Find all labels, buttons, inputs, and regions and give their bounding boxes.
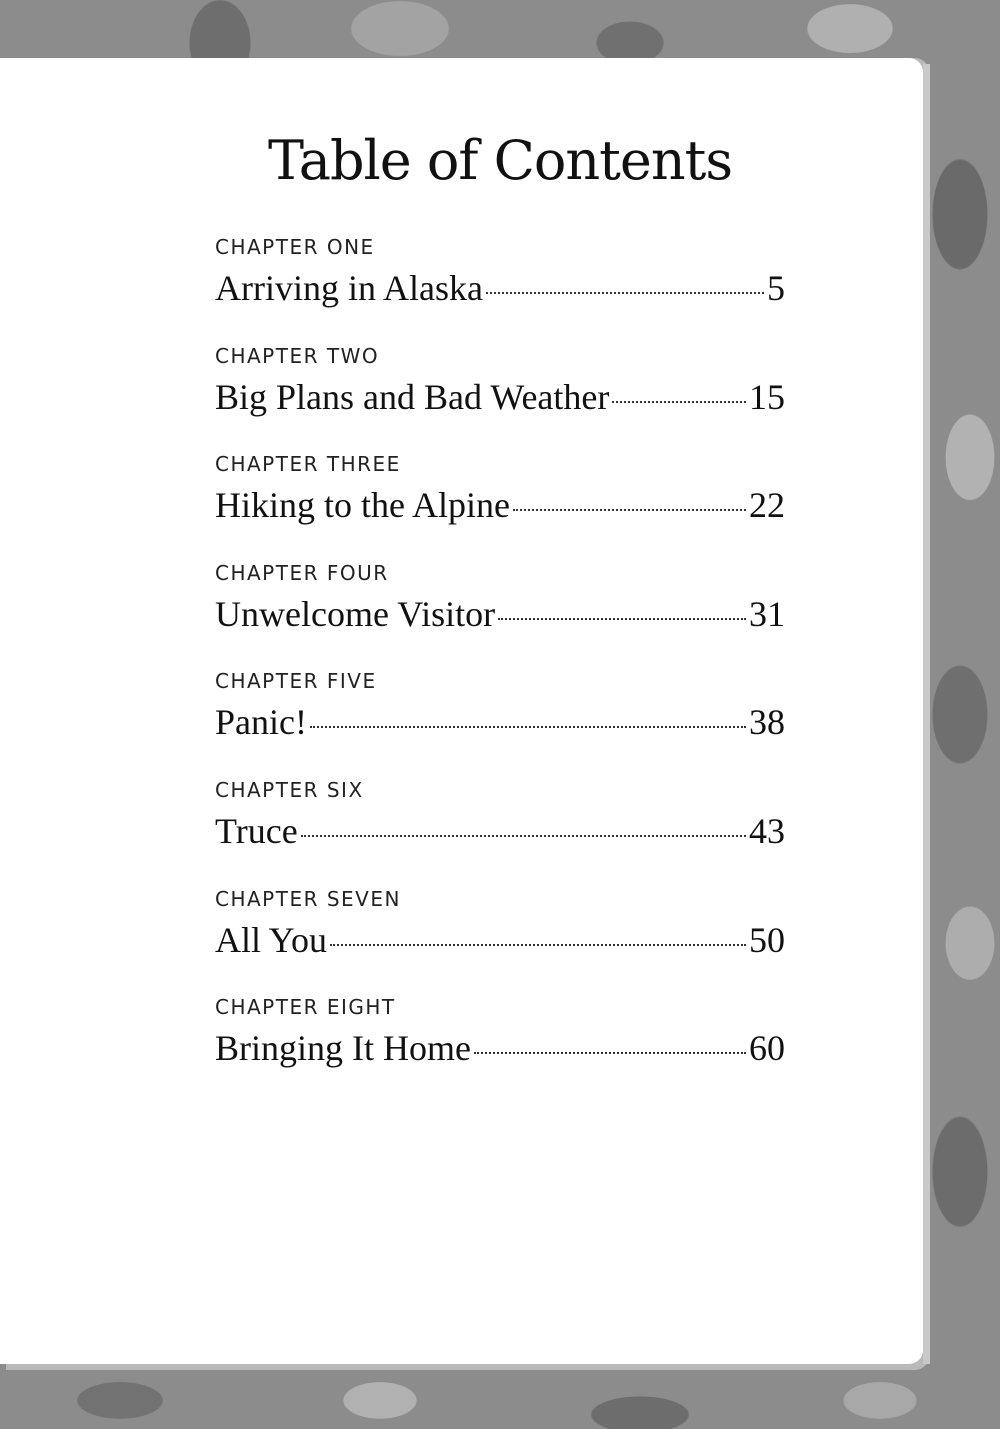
page-number: 50 (749, 919, 785, 960)
chapter-title: Unwelcome Visitor (215, 593, 496, 634)
toc-entry (215, 451, 785, 560)
chapter-number: CHAPTER FOUR (215, 560, 389, 585)
chapter-number: CHAPTER EIGHT (215, 995, 396, 1020)
chapter-title: Hiking to the Alpine (215, 485, 510, 526)
toc-line (215, 918, 785, 962)
dot-leader (301, 835, 746, 837)
dot-leader (612, 401, 746, 403)
chapter-number: CHAPTER FIVE (215, 669, 377, 694)
toc-line (215, 266, 785, 310)
toc-entry (215, 234, 785, 343)
chapter-title: Big Plans and Bad Weather (215, 376, 610, 417)
toc-entry (215, 668, 785, 777)
toc-line (215, 700, 785, 744)
dot-leader (513, 509, 746, 511)
page-number: 15 (749, 376, 785, 417)
chapter-title: Arriving in Alaska (215, 268, 483, 308)
dot-leader (486, 292, 764, 294)
chapter-number: CHAPTER THREE (215, 452, 401, 477)
dot-leader (310, 726, 746, 728)
toc-line (215, 809, 785, 853)
chapter-title: All You (215, 919, 328, 960)
page-title: Table of Contents (267, 129, 733, 192)
toc-entry (215, 560, 785, 669)
toc-entry (215, 994, 785, 1103)
toc-line (215, 375, 785, 419)
chapter-number: CHAPTER ONE (215, 235, 375, 259)
chapter-number: CHAPTER SIX (215, 777, 364, 802)
page-number: 5 (767, 268, 785, 308)
page-number: 60 (749, 1028, 785, 1069)
chapter-number: CHAPTER SEVEN (215, 886, 401, 911)
toc-list (215, 234, 785, 1103)
toc-entry (215, 343, 785, 452)
chapter-title: Truce (215, 810, 298, 851)
page-number: 31 (749, 593, 785, 634)
page-number: 22 (749, 485, 785, 526)
chapter-title: Bringing It Home (215, 1028, 471, 1069)
toc-entry (215, 886, 785, 995)
page-number: 43 (749, 810, 785, 851)
chapter-title: Panic! (215, 702, 307, 743)
page-number: 38 (749, 702, 785, 743)
toc-line (215, 483, 785, 527)
toc-line (215, 1026, 785, 1070)
dot-leader (330, 944, 746, 946)
dot-leader (474, 1052, 746, 1054)
dot-leader (498, 618, 746, 620)
book-page (0, 58, 923, 1364)
chapter-number: CHAPTER TWO (215, 343, 380, 368)
toc-entry (215, 777, 785, 886)
toc-line (215, 592, 785, 636)
